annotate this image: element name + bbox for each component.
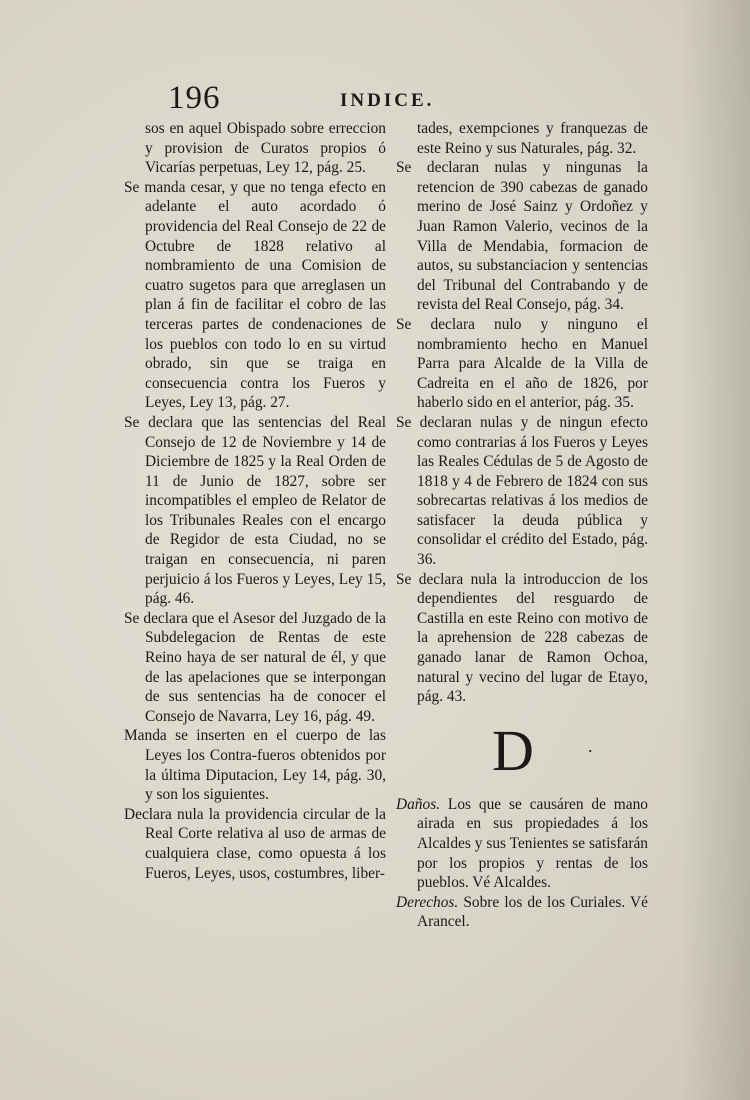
index-entry: Se declaran nulas y de ningun efecto como contrarias á los Fueros y Leyes las Reales Cédulas de 5 de Agosto de 1818 y 4 de Febrero de 1824 con sus sobrecartas relativas á los medios de satisfacer la deuda pública y consolidar el crédito del Estado, pág. 36.: [396, 413, 648, 569]
entry-text: Los que se causáren de mano airada en sus propiedades á los Alcaldes y sus Tenientes se satisfarán por los propios y rentas de los pueblos. Vé Alcaldes.: [417, 795, 648, 892]
left-column: [124, 119, 386, 883]
entry-text: Sobre los de los Curiales. Vé Arancel.: [417, 893, 648, 931]
index-entry: Declara nula la providencia circular de la Real Corte relativa al uso de armas de cualquiera clase, como opuesta á los Fueros, Leyes, usos, costumbres, liber-: [124, 805, 386, 882]
index-entry: [396, 893, 648, 932]
index-entry: Se declara que el Asesor del Juzgado de la Subdelegacion de Rentas de este Reino haya de ser natural de él, y que de las apelaciones que se interpongan de sus sentencias ha de conocer el Consejo de Navarra, Ley 16, pág. 49.: [124, 609, 386, 725]
index-entry: sos en aquel Obispado sobre erreccion y provision de Curatos propios ó Vicarías perpetuas, Ley 12, pág. 25.: [145, 120, 386, 177]
entry-term: Derechos.: [396, 893, 459, 911]
right-column: [396, 119, 648, 932]
index-entry: Se declara nula la introduccion de los dependientes del resguardo de Castilla en este Reino con motivo de la aprehension de 228 cabezas de ganado lanar de Ramon Ochoa, natural y vecino del lugar de Etayo, pág. 43.: [396, 570, 648, 706]
entry-term: Daños.: [396, 795, 441, 813]
section-title: INDICE.: [340, 90, 435, 111]
index-entry: [396, 795, 648, 893]
section-letter: D: [492, 717, 534, 783]
section-letter-dot: .: [588, 735, 593, 756]
index-entry: Se declara nulo y ninguno el nombramiento hecho en Manuel Parra para Alcalde de la Villa de Cadreita en el año de 1826, por haberlo sido en el anterior, pág. 35.: [396, 315, 648, 412]
index-entry: Manda se inserten en el cuerpo de las Leyes los Contra-fueros obtenidos por la última Diputacion, Ley 14, pág. 30, y son los siguientes.: [124, 727, 386, 804]
index-entry: Se declaran nulas y ningunas la retencion de 390 cabezas de ganado merino de José Sainz y Ordoñez y Juan Ramon Valerio, vecinos de la Villa de Mendabia, formacion de autos, su substanciacion y sentencias del Tribunal del Contrabando y de revista del Real Consejo, pág. 34.: [396, 159, 648, 314]
index-entry: Se manda cesar, y que no tenga efecto en adelante el auto acordado ó providencia del Real Consejo de 22 de Octubre de 1828 relativo al nombramiento de una Comision de cuatro sugetos para que arreglasen un plan á fin de facilitar el cobro de las terceras partes de condenaciones de los pueblos con todo lo en su virtud obrado, sin que se traiga en consecuencia contra los Fueros y Leyes, Ley 13, pág. 27.: [124, 178, 386, 412]
running-head: [168, 80, 638, 120]
section-letter-block: [396, 717, 648, 789]
index-entry: tades, exempciones y franquezas de este Reino y sus Naturales, pág. 32.: [417, 120, 648, 157]
page-number: 196: [168, 80, 221, 116]
index-entry: Se declara que las sentencias del Real Consejo de 12 de Noviembre y 14 de Diciembre de 1825 y la Real Orden de 11 de Junio de 1827, sobre ser incompatibles el empleo de Relator de los Tribunales Reales con el encargo de Regidor de esta Ciudad, no se traigan en consecuencia, ni paren perjuicio á los Fueros y Leyes, Ley 15, pág. 46.: [124, 413, 386, 608]
